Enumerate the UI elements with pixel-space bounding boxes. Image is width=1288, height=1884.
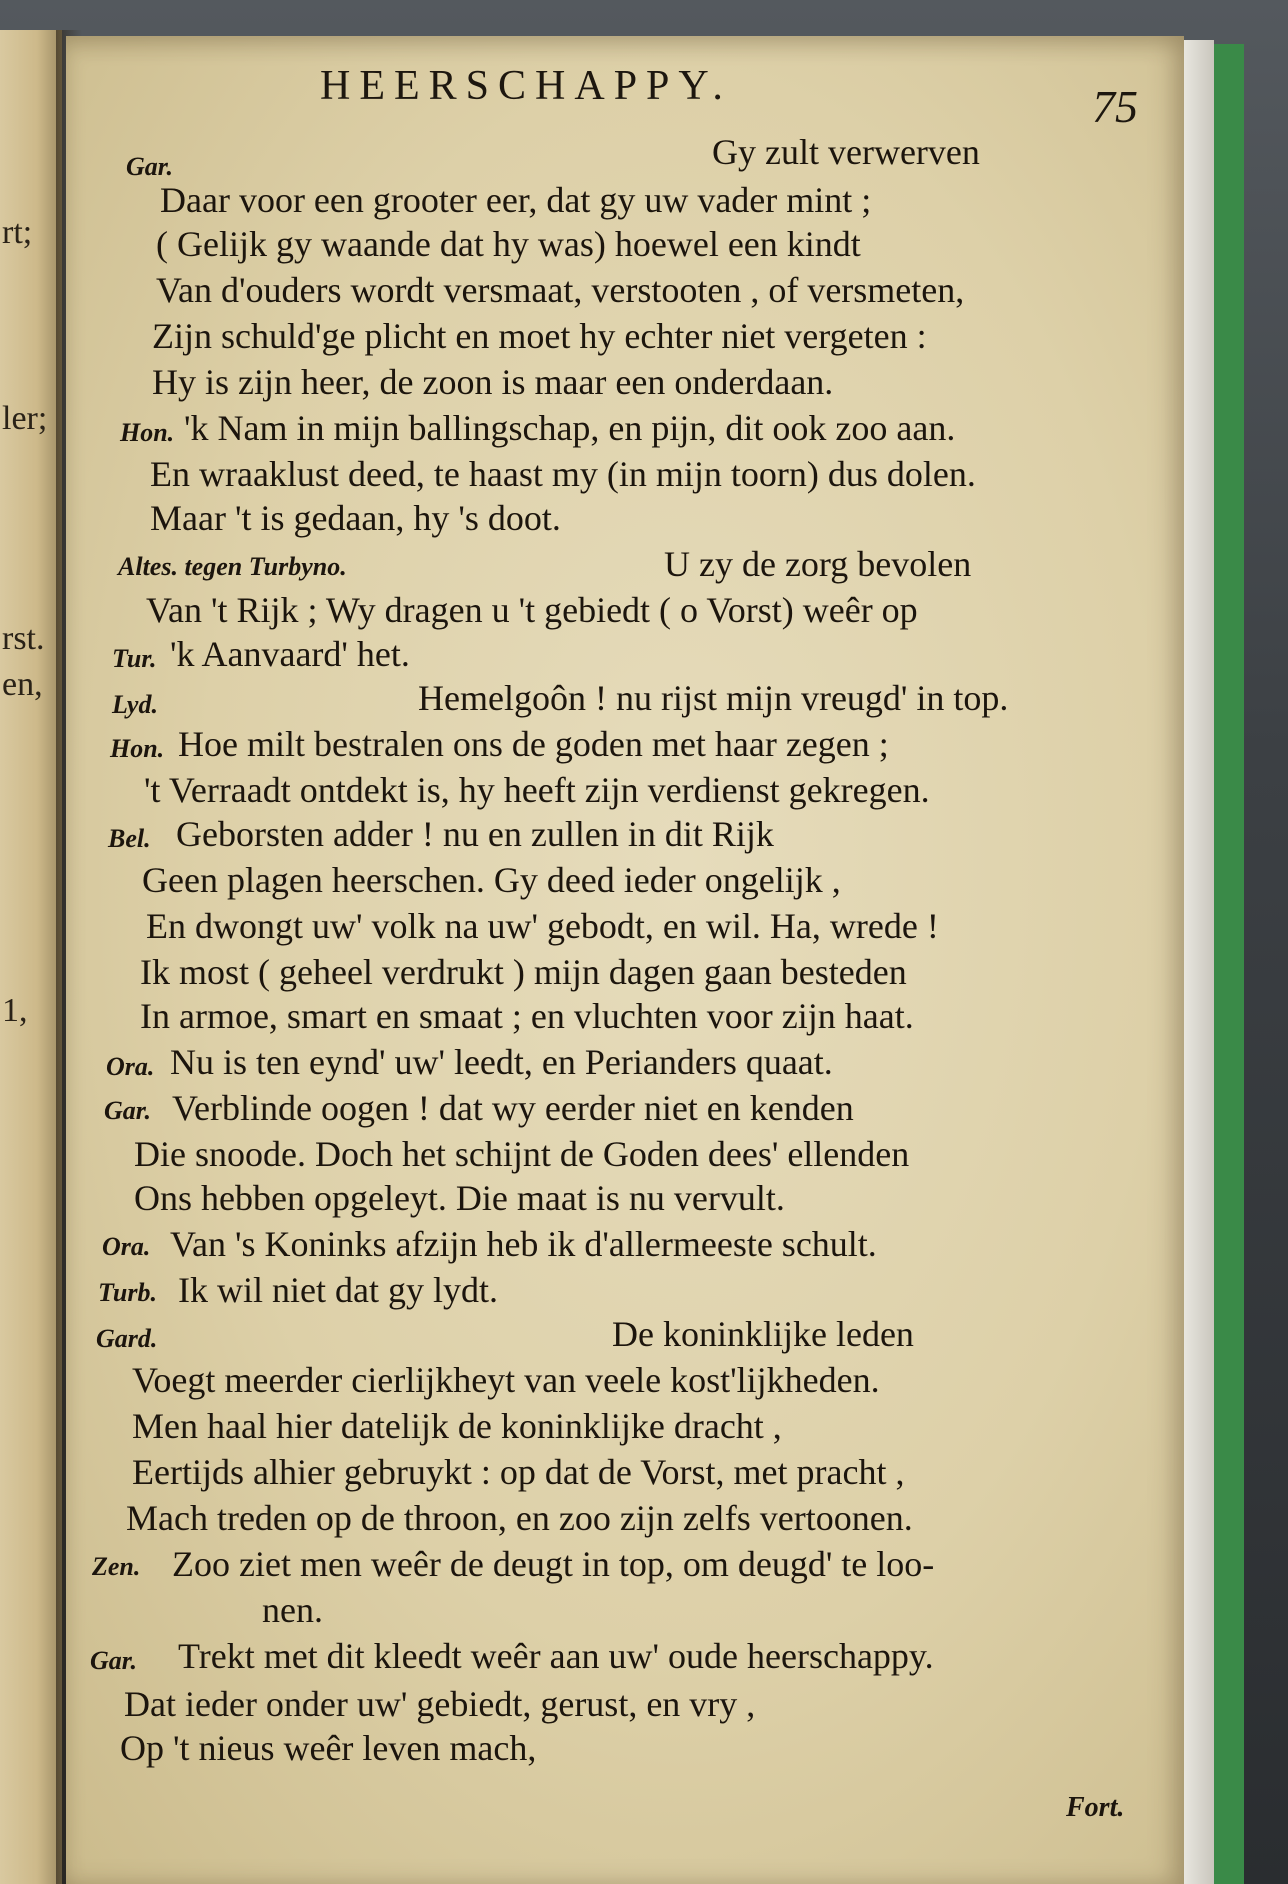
verse-line: Zijn schuld'ge plicht en moet hy echter niet vergeten :: [152, 316, 927, 356]
verse-line: ( Gelijk gy waande dat hy was) hoewel een kindt: [156, 224, 861, 264]
verse-line: Ik wil niet dat gy lydt.: [178, 1270, 498, 1310]
speaker-label: Hon.: [110, 734, 165, 763]
speaker-label: Gar.: [90, 1646, 137, 1675]
speaker-label: Gar.: [104, 1096, 151, 1125]
verse-line: En wraaklust deed, te haast my (in mijn toorn) dus dolen.: [150, 454, 976, 494]
facing-page-fragment: en,: [2, 666, 43, 703]
verse-line: Van d'ouders wordt versmaat, verstooten , of versmeten,: [156, 270, 965, 310]
verse-line: U zy de zorg bevolen: [664, 544, 972, 584]
verse-line: Voegt meerder cierlijkheyt van veele kost'lijkheden.: [132, 1360, 880, 1400]
verse-line: In armoe, smart en smaat ; en vluchten voor zijn haat.: [140, 996, 914, 1036]
catchword: Fort.: [1066, 1792, 1125, 1823]
verse-line: Ik most ( geheel verdrukt ) mijn dagen gaan besteden: [140, 952, 907, 992]
speaker-label: Gar.: [126, 152, 173, 181]
verse-line: 'k Aanvaard' het.: [170, 634, 410, 674]
verse-line: 'k Nam in mijn ballingschap, en pijn, dit ook zoo aan.: [184, 408, 956, 448]
verse-line: Dat ieder onder uw' gebiedt, gerust, en vry ,: [124, 1684, 756, 1724]
verse-line: 't Verraadt ontdekt is, hy heeft zijn verdienst gekregen.: [144, 770, 930, 810]
verse-line: De koninklijke leden: [612, 1314, 914, 1354]
facing-page-edge: [0, 30, 62, 1884]
verse-line: Geen plagen heerschen. Gy deed ieder ongelijk ,: [142, 860, 841, 900]
verse-line: Verblinde oogen ! dat wy eerder niet en kenden: [172, 1088, 854, 1128]
book-cover-edge: [1214, 44, 1244, 1884]
page-block-edge: [1184, 40, 1214, 1884]
speaker-label: Ora.: [102, 1232, 151, 1261]
verse-line: Maar 't is gedaan, hy 's doot.: [150, 498, 561, 538]
speaker-label: Altes. tegen Turbyno.: [118, 552, 347, 581]
facing-page-fragment: ler;: [2, 400, 48, 437]
verse-line: Nu is ten eynd' uw' leedt, en Perianders quaat.: [170, 1042, 833, 1082]
verse-line: Hoe milt bestralen ons de goden met haar zegen ;: [178, 724, 889, 764]
verse-line: nen.: [262, 1590, 323, 1630]
verse-line: Die snoode. Doch het schijnt de Goden dees' ellenden: [134, 1134, 910, 1174]
facing-page-fragment: rst.: [2, 620, 45, 657]
speaker-label: Turb.: [98, 1278, 157, 1307]
verse-line: Van 's Koninks afzijn heb ik d'allermeeste schult.: [170, 1224, 877, 1264]
verse-line: Op 't nieus weêr leven mach,: [120, 1728, 537, 1768]
verse-line: Zoo ziet men weêr de deugt in top, om deugd' te loo-: [172, 1544, 935, 1584]
verse-line: Ons hebben opgeleyt. Die maat is nu vervult.: [134, 1178, 785, 1218]
speaker-label: Zen.: [92, 1552, 141, 1581]
verse-line: Hy is zijn heer, de zoon is maar een onderdaan.: [152, 362, 834, 402]
verse-line: Hemelgoôn ! nu rijst mijn vreugd' in top.: [418, 678, 1009, 718]
page-number: 75: [1092, 81, 1138, 132]
speaker-label: Tur.: [112, 644, 157, 673]
speaker-label: Lyd.: [112, 690, 158, 719]
verse-line: Mach treden op de throon, en zoo zijn zelfs vertoonen.: [126, 1498, 913, 1538]
verse-line: En dwongt uw' volk na uw' gebodt, en wil. Ha, wrede !: [146, 906, 939, 946]
speaker-label: Gard.: [96, 1324, 158, 1353]
verse-line: Trekt met dit kleedt weêr aan uw' oude heerschappy.: [178, 1636, 934, 1676]
verse-line: Gy zult verwerven: [712, 132, 980, 172]
facing-page-fragment: rt;: [2, 214, 33, 251]
verse-line: Men haal hier datelijk de koninklijke dracht ,: [132, 1406, 782, 1446]
running-head: HEERSCHAPPY.: [320, 63, 732, 109]
verse-line: Eertijds alhier gebruykt : op dat de Vorst, met pracht ,: [132, 1452, 905, 1492]
facing-page-fragment: 1,: [2, 992, 28, 1029]
speaker-label: Hon.: [120, 418, 175, 447]
verse-line: Van 't Rijk ; Wy dragen u 't gebiedt ( o Vorst) weêr op: [146, 590, 918, 630]
speaker-label: Ora.: [106, 1052, 155, 1081]
speaker-label: Bel.: [108, 824, 151, 853]
verse-line: Geborsten adder ! nu en zullen in dit Rijk: [176, 814, 774, 854]
verse-line: Daar voor een grooter eer, dat gy uw vader mint ;: [160, 180, 872, 220]
